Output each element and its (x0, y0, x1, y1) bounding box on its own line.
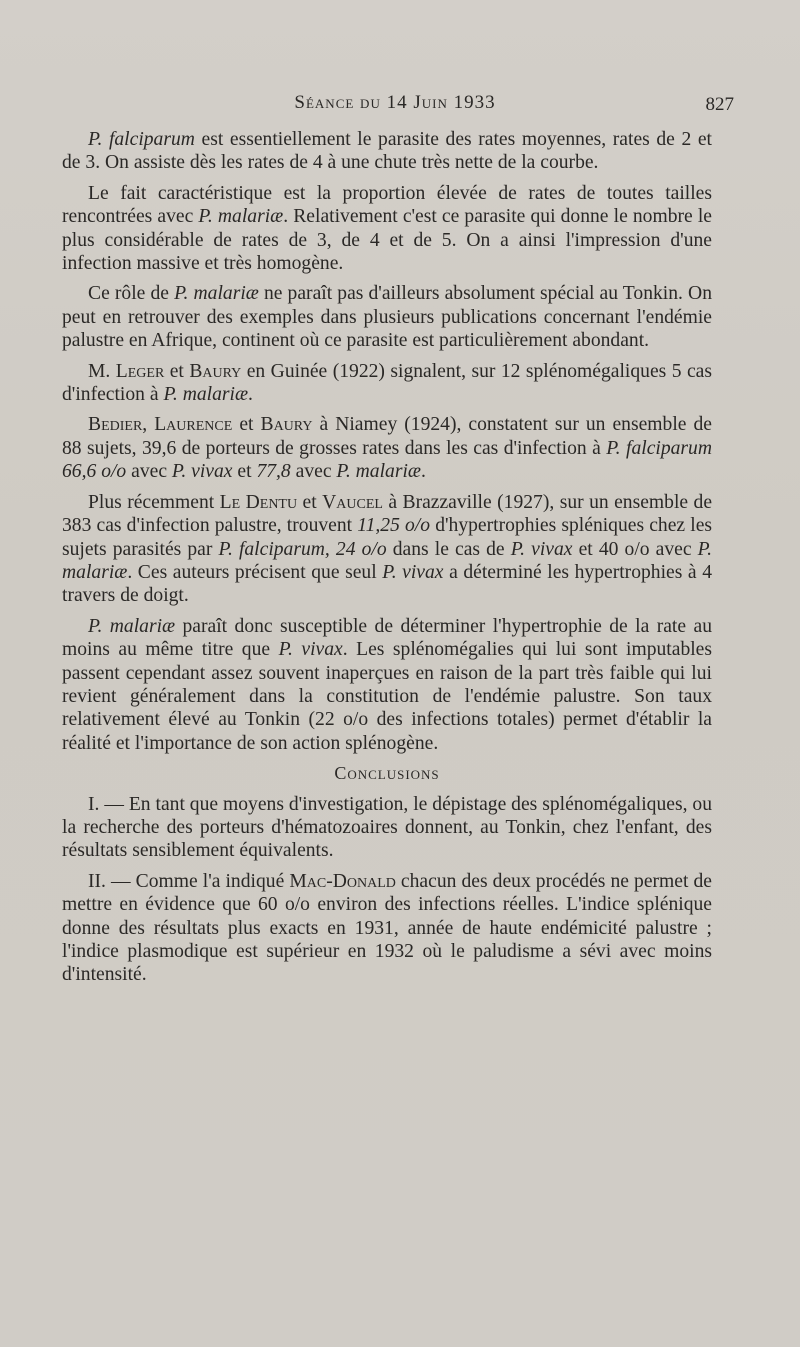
text-run: chacun des deux procédés ne permet de mettre en évidence que 60 o/o environ des infections réelles. L'indice splénique donne des résultats plus exacts en 1931, année de haute endémicité palustre ; l'indice plasmodique est supérieur en 1932 où le paludisme a sévi avec moins d'intensité. (62, 870, 712, 986)
paragraph-7 (62, 615, 712, 755)
author-name: Mac-Donald (289, 870, 396, 892)
text-run: et (232, 414, 261, 436)
text-run: . (248, 384, 253, 406)
text-run: paraît donc susceptible de déterminer l'hypertrophie de la rate au moins au même titre que (62, 615, 712, 661)
text-run: et (297, 491, 323, 513)
text-run: ne paraît pas d'ailleurs absolument spécial au Tonkin. On peut en retrouver des exemples dans plusieurs publications concernant l'endémie palustre en Afrique, continent où ce parasite est particulièrement abondant. (62, 283, 712, 352)
paragraph-5 (62, 413, 712, 483)
paragraph-6 (62, 491, 712, 608)
section-heading: Conclusions (334, 763, 440, 784)
species-name: P. vivax (382, 561, 444, 583)
text-run: avec (290, 461, 337, 483)
species-name: P. malariæ (336, 461, 421, 483)
text-run: M. (88, 360, 116, 382)
text-run: est essentiellement le parasite des rates moyennes, rates de 2 et de 3. On assiste dès les rates de 4 à une chute très nette de la courbe. (62, 129, 712, 174)
text-run: d'hypertrophies spléniques chez les sujets parasités par (62, 515, 713, 560)
value: 11,25 o/o (357, 515, 431, 537)
species-name: P. malariæ (163, 384, 249, 406)
text-run: en Guinée (1922) signalent, sur 12 splénomégaliques 5 cas d'infection à (62, 360, 712, 406)
author-name: Leger (115, 360, 165, 382)
text-run: II. — Comme l'a indiqué (88, 870, 290, 892)
page-number: 827 (705, 94, 734, 115)
paragraph-3 (62, 282, 712, 352)
author-name: Le Dentu (219, 491, 298, 513)
paragraph-2 (62, 182, 712, 276)
species-name: P. malariæ (198, 206, 284, 228)
species-name: P. falciparum 66,6 o/o (62, 437, 712, 483)
text-run: à Niamey (1924), constatent sur un ensemble de 88 sujets, 39,6 de porteurs de grosses rates dans les cas d'infection à (62, 414, 713, 459)
author-name: Vaucel (322, 491, 383, 513)
species-name: P. malariæ (88, 615, 176, 637)
text-run: I. — En tant que moyens d'investigation, le dépistage des splénomégaliques, ou la recherche des porteurs d'hématozoaires donnent, au Tonkin, chez l'enfant, des résultats sensiblement équivalents. (62, 793, 712, 862)
author-name: Baury (260, 414, 313, 436)
page-header (62, 92, 734, 116)
paragraph-8 (62, 793, 712, 863)
species-name: P. malariæ (62, 538, 712, 583)
text-run: dans le cas de (386, 538, 511, 560)
text-run: Ce rôle de (88, 283, 175, 305)
paragraph-9 (62, 870, 712, 987)
text-run: . (421, 461, 426, 483)
text-run: avec (126, 461, 172, 483)
text-run: et (164, 360, 190, 382)
text-run: . Ces auteurs précisent que seul (127, 561, 383, 583)
text-run: à Brazzaville (1927), sur un ensemble de 383 cas d'infection palustre, trouvent (62, 491, 713, 537)
text-run: et 40 o/o avec (572, 538, 698, 560)
paragraph-1 (62, 128, 712, 175)
species-name: P. falciparum, 24 o/o (218, 538, 387, 560)
text-run: Plus récemment (88, 491, 220, 513)
running-head: Séance du 14 Juin 1933 (294, 92, 496, 113)
text-run: Le fait caractéristique est la proportion élevée de rates de toutes tailles rencontrées avec (62, 182, 712, 228)
text-run: . Relativement c'est ce parasite qui donne le nombre le plus considérable de rates de 3, de 4 et de 5. On a ainsi l'impression d'une infection massive et très homogène. (62, 206, 712, 275)
species-name: P. vivax (510, 538, 573, 560)
paragraph-4 (62, 360, 712, 407)
species-name: P. falciparum (88, 129, 195, 150)
species-name: P. malariæ (174, 283, 259, 305)
body-text (62, 128, 712, 994)
species-name: P. vivax (278, 639, 343, 661)
text-run: a déterminé les hypertrophies à 4 travers de doigt. (62, 561, 712, 607)
species-name: P. vivax (171, 461, 233, 483)
text-run: et (232, 461, 257, 483)
text-run: . Les splénomégalies qui lui sont imputables passent cependant assez souvent inaperçues en raison de la part très faible qui lui revient généralement dans la constitution de l'endémie palustre. Son taux relativement élevé au Tonkin (22 o/o des infections totales) permet d'établir la réalité et l'importance de son action splénogène. (62, 639, 713, 754)
value: 77,8 (256, 461, 291, 483)
author-name: Baury (189, 360, 242, 382)
author-name: Bedier, Laurence (88, 414, 233, 436)
